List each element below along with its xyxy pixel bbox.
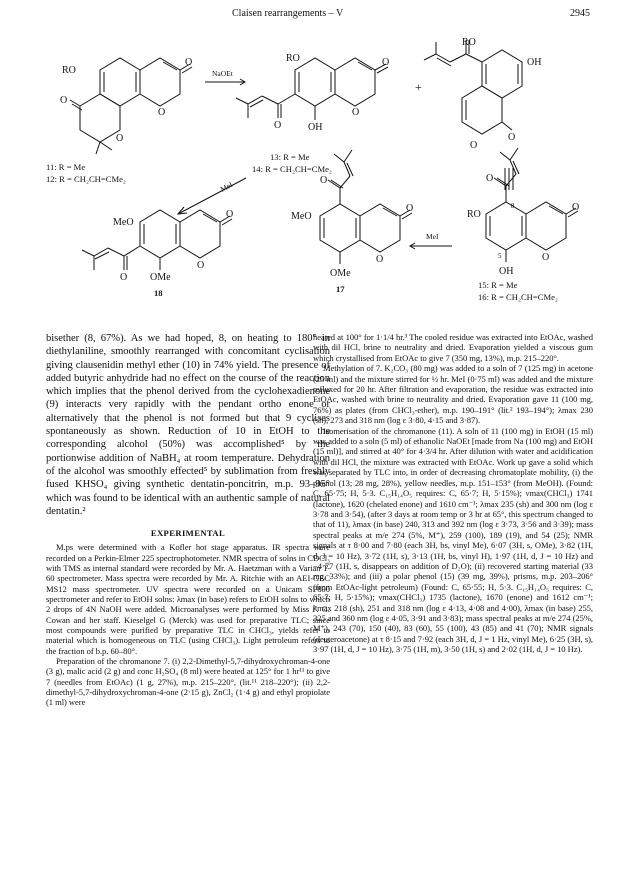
reagent-mei-diagonal: MeI [218,179,234,194]
plus-sign: + [415,80,422,94]
arrow-mei-diagonal [178,178,246,214]
atom-label: OH [308,122,323,133]
locant-8: 8 [511,202,515,210]
compound-11-label: 11: R = Me [46,162,86,172]
structure-right-top [424,40,522,134]
atom-label: O [320,175,328,186]
atom-label: O [60,95,68,106]
atom-label: RO [467,209,481,220]
atom-label: OH [527,57,542,68]
atom-label: O [508,132,516,143]
atom-label: O [158,107,166,118]
atom-label: RO [462,37,476,48]
body-paragraph: bisether (8, 67%). As we had hoped, 8, on heating to 180° in diethylaniline, smoothly rearranged with concomitant cyclisation giving clausenidin methyl ether (10) in 74% yield. The presence of added butyric anhydride had no effect on the course of the reaction which implies that the phenol derived from the cyclohexadienone (9) interacts very rapidly with the pendant ortho enone or alternatively that the phenol is not formed but that 9 cyclises spontaneously as shown. Reduction of 10 in EtOH to the corresponding alcohol (50%) was accomplished⁵ by the portionwise addition of NaBH₄ at room temperature. Dehydration of the alcohol was smoothly effected⁵ by sublimation from freshly fused KHSO₄ giving synthetic dentatin-poncitrin, m.p. 93–95° which was found to be identical with an authentic sample of natural dentatin.² [46,333,330,517]
atom-label: O [572,202,580,213]
structure-18 [82,210,232,270]
atom-label: OH [499,266,514,277]
compound-17-label: 17 [336,284,345,294]
structure-15-16 [486,148,578,262]
page-number: 2945 [570,8,590,19]
atom-label: RO [62,65,76,76]
atom-label: O [185,57,193,68]
compound-13-label: 13: R = Me [270,152,310,162]
reagent-naoet: NaOEt [212,69,233,78]
atom-label: O [197,260,205,271]
reaction-scheme [0,20,625,325]
atom-label: O [274,120,282,131]
body-paragraph: M.ps were determined with a Kofler hot stage apparatus. IR spectra were recorded on a Perkin-Elmer 225 spectrophotometer. NMR spectra of solns in CDCl₃ with TMS as internal standard were recorded by Mr. A. Haetzman with a Varian T-60 spectrometer. Mass spectra were recorded by Mr. A. Ritchie with an AEI-GEC MS12 mass spectrometer. UV spectra were recorded on a Unicam SP800 spectrometer and refer to EtOH solns: λmax (in base) refers to EtOH solns to which 2 drops of 4N NaOH were added. Microanalyses were performed by Miss F. G. Cowan and her staff. Kieselgel G (Merck) was used for preparative TLC; since most compounds were purified by preparative TLC in CHCl₃, yields refer to material which is homogeneous on TLC (using CHCl₃). Light petroleum refers to the fraction of b.p. 60–80°. [46,542,330,656]
atom-label: O [116,133,124,144]
compound-12-label: 12: R = CH₂CH=CMe₂ [46,174,126,184]
locant-5: 5 [498,252,502,260]
left-column [46,332,330,708]
atom-label: O [120,272,128,283]
atom-label: O [470,140,478,151]
atom-label: O [376,254,384,265]
body-paragraph: Preparation of the chromanone 7. (i) 2,2-Dimethyl-5,7-dihydroxychroman-4-one (3 g), malic acid (2 g) and conc H₂SO₄ (8 ml) were heated at 125° for 1 hr¹¹ to give 7 (needles from EtOAc) (1 g, 27%), m.p. 215–220°, (lit.¹¹ 218–220°); (ii) 2,2-dimethyl-5,7-dihydroxychroman-4-one (2·15 g), ZnCl₂ (1·4 g) and ethyl propiolate (1 ml) were [46,655,330,708]
arrow-naoet [205,79,245,85]
structure-17 [320,150,412,264]
atom-label: MeO [291,211,312,222]
body-paragraph: Methylation of 7. K₂CO₃ (80 mg) was added to a soln of 7 (125 mg) in acetone (25 ml) and the mixture stirred for ½ hr. MeI (0·75 ml) was added and the mixture refluxed for 20 hr. After filtration and evaporation, the residue was extracted into EtOAc, washed with brine to neutrality and dried. Evaporation gave 11 (100 mg, 76%) as plates (from CHCl₃-ether), m.p. 190–191° (lit.² 193–194°); λmax 230 (sh), 273 and 318 nm (log ε 3·80, 4·15 and 3·87). [313,363,593,426]
structure-13-14 [236,58,388,120]
atom-label: O [226,209,234,220]
compound-18-label: 18 [154,288,163,298]
compound-14-label: 14: R = CH₂CH=CMe₂ [252,164,332,174]
reagent-mei-middle: MeI [426,232,439,241]
atom-label: O [382,57,390,68]
atom-label: OMe [330,268,351,279]
arrow-mei-middle [410,243,452,249]
atom-label: O [542,252,550,263]
body-paragraph: Isomerisation of the chromanone (11). A soln of 11 (100 mg) in EtOH (15 ml) was added to a soln (5 ml) of ethanolic NaOEt [made from Na (100 mg) and EtOH (15 ml)], and stirred at 40° for 4·3/4 hr. After dilution with water and acidification with dil HCl, the mixture was extracted with EtOAc. Work up gave a solid which was separated by TLC into, in order of decreasing chromatoplate mobility, (i) the phenol (13; 28 mg, 28%), yellow needles, m.p. 151–153° (from MeOH). (Found: C, 65·75; H, 5·3. C₁₅H₁₄O₅ requires: C, 65·7; H, 5·15%); νmax(CHCl₃) 1741 (lactone), 1620 (chelated enone) and 1610 cm⁻¹; λmax 235 (sh) and 300 nm (log ε 3·78 and 3·54), (after 3 days at room temp or 3 hr at 65°, this spectrum changed to that of 11), λmax (in base) 240, 313 and 392 nm (log ε 3·73, 3·56 and 3·39); mass spectral peaks at m/e 274 (5%, M⁺), 259 (100), 189 (19), and 54 (25); NMR signals at τ 8·00 and 7·80 (each 3H, bs, vinyl Me), 6·07 (3H, s, OMe), 3·82 (1H, d, J = 10 Hz), 3·72 (1H, s), 3·13 (1H, bs, vinyl H), 1·97 (1H, d, J = 10 Hz) and −4·77 (1H, s, disappears on addition of D₂O); (ii) recovered starting material (33 mg, 33%); and (iii) a polar phenol (15) (39 mg, 39%), prisms, m.p. 203–206° (from EtOAc-light petroleum) (Found: C, 65·55; H, 5·3. C₁₅H₁₄O₅ requires: C, 65·7; H, 5·15%); νmax(CHCl₃) 1735 (lactone), 1670 (enone) and 1612 cm⁻¹; λmax 218 (sh), 251 and 318 nm (log ε 4·13, 4·08 and 4·00), λmax (in base) 255, 325 and 360 nm (log ε 4·05, 3·91 and 3·83); mass spectral peaks at m/e 274 (25%, M⁺), 243 (70), 150 (40), 83 (60), 55 (100), 43 (85) and 41 (70); NMR signals (deuteroacetone) at τ 8·15 and 7·92 (each 3H, d, J = 1 Hz, vinyl Me), 6·25 (3H, s), 3·97 (1H, d, J = 10 Hz), 3·75 (1H, m), 3·50 (1H, s) and 2·02 (1H, d, J = 10 Hz). [313,425,593,655]
compound-15-label: 15: R = Me [478,280,518,290]
atom-label: O [406,203,414,214]
atom-label: O [486,173,494,184]
running-title: Claisen rearrangements – V [232,8,344,19]
atom-label: MeO [113,217,134,228]
structure-11-12 [70,58,192,154]
atom-label: O [352,107,360,118]
atom-label: OMe [150,272,171,283]
body-paragraph: heated at 100° for 1·1/4 hr.³ The cooled residue was extracted into EtOAc, washed with dil HCl, brine to neutrality and dried. Evaporation yielded a viscous gum which crystallised from EtOAc to give 7 (350 mg, 13%), m.p. 215–220°. [313,332,593,363]
atom-label: RO [286,53,300,64]
compound-16-label: 16: R = CH₂CH=CMe₂ [478,292,558,302]
right-column [313,332,593,655]
section-heading: EXPERIMENTAL [150,528,226,539]
